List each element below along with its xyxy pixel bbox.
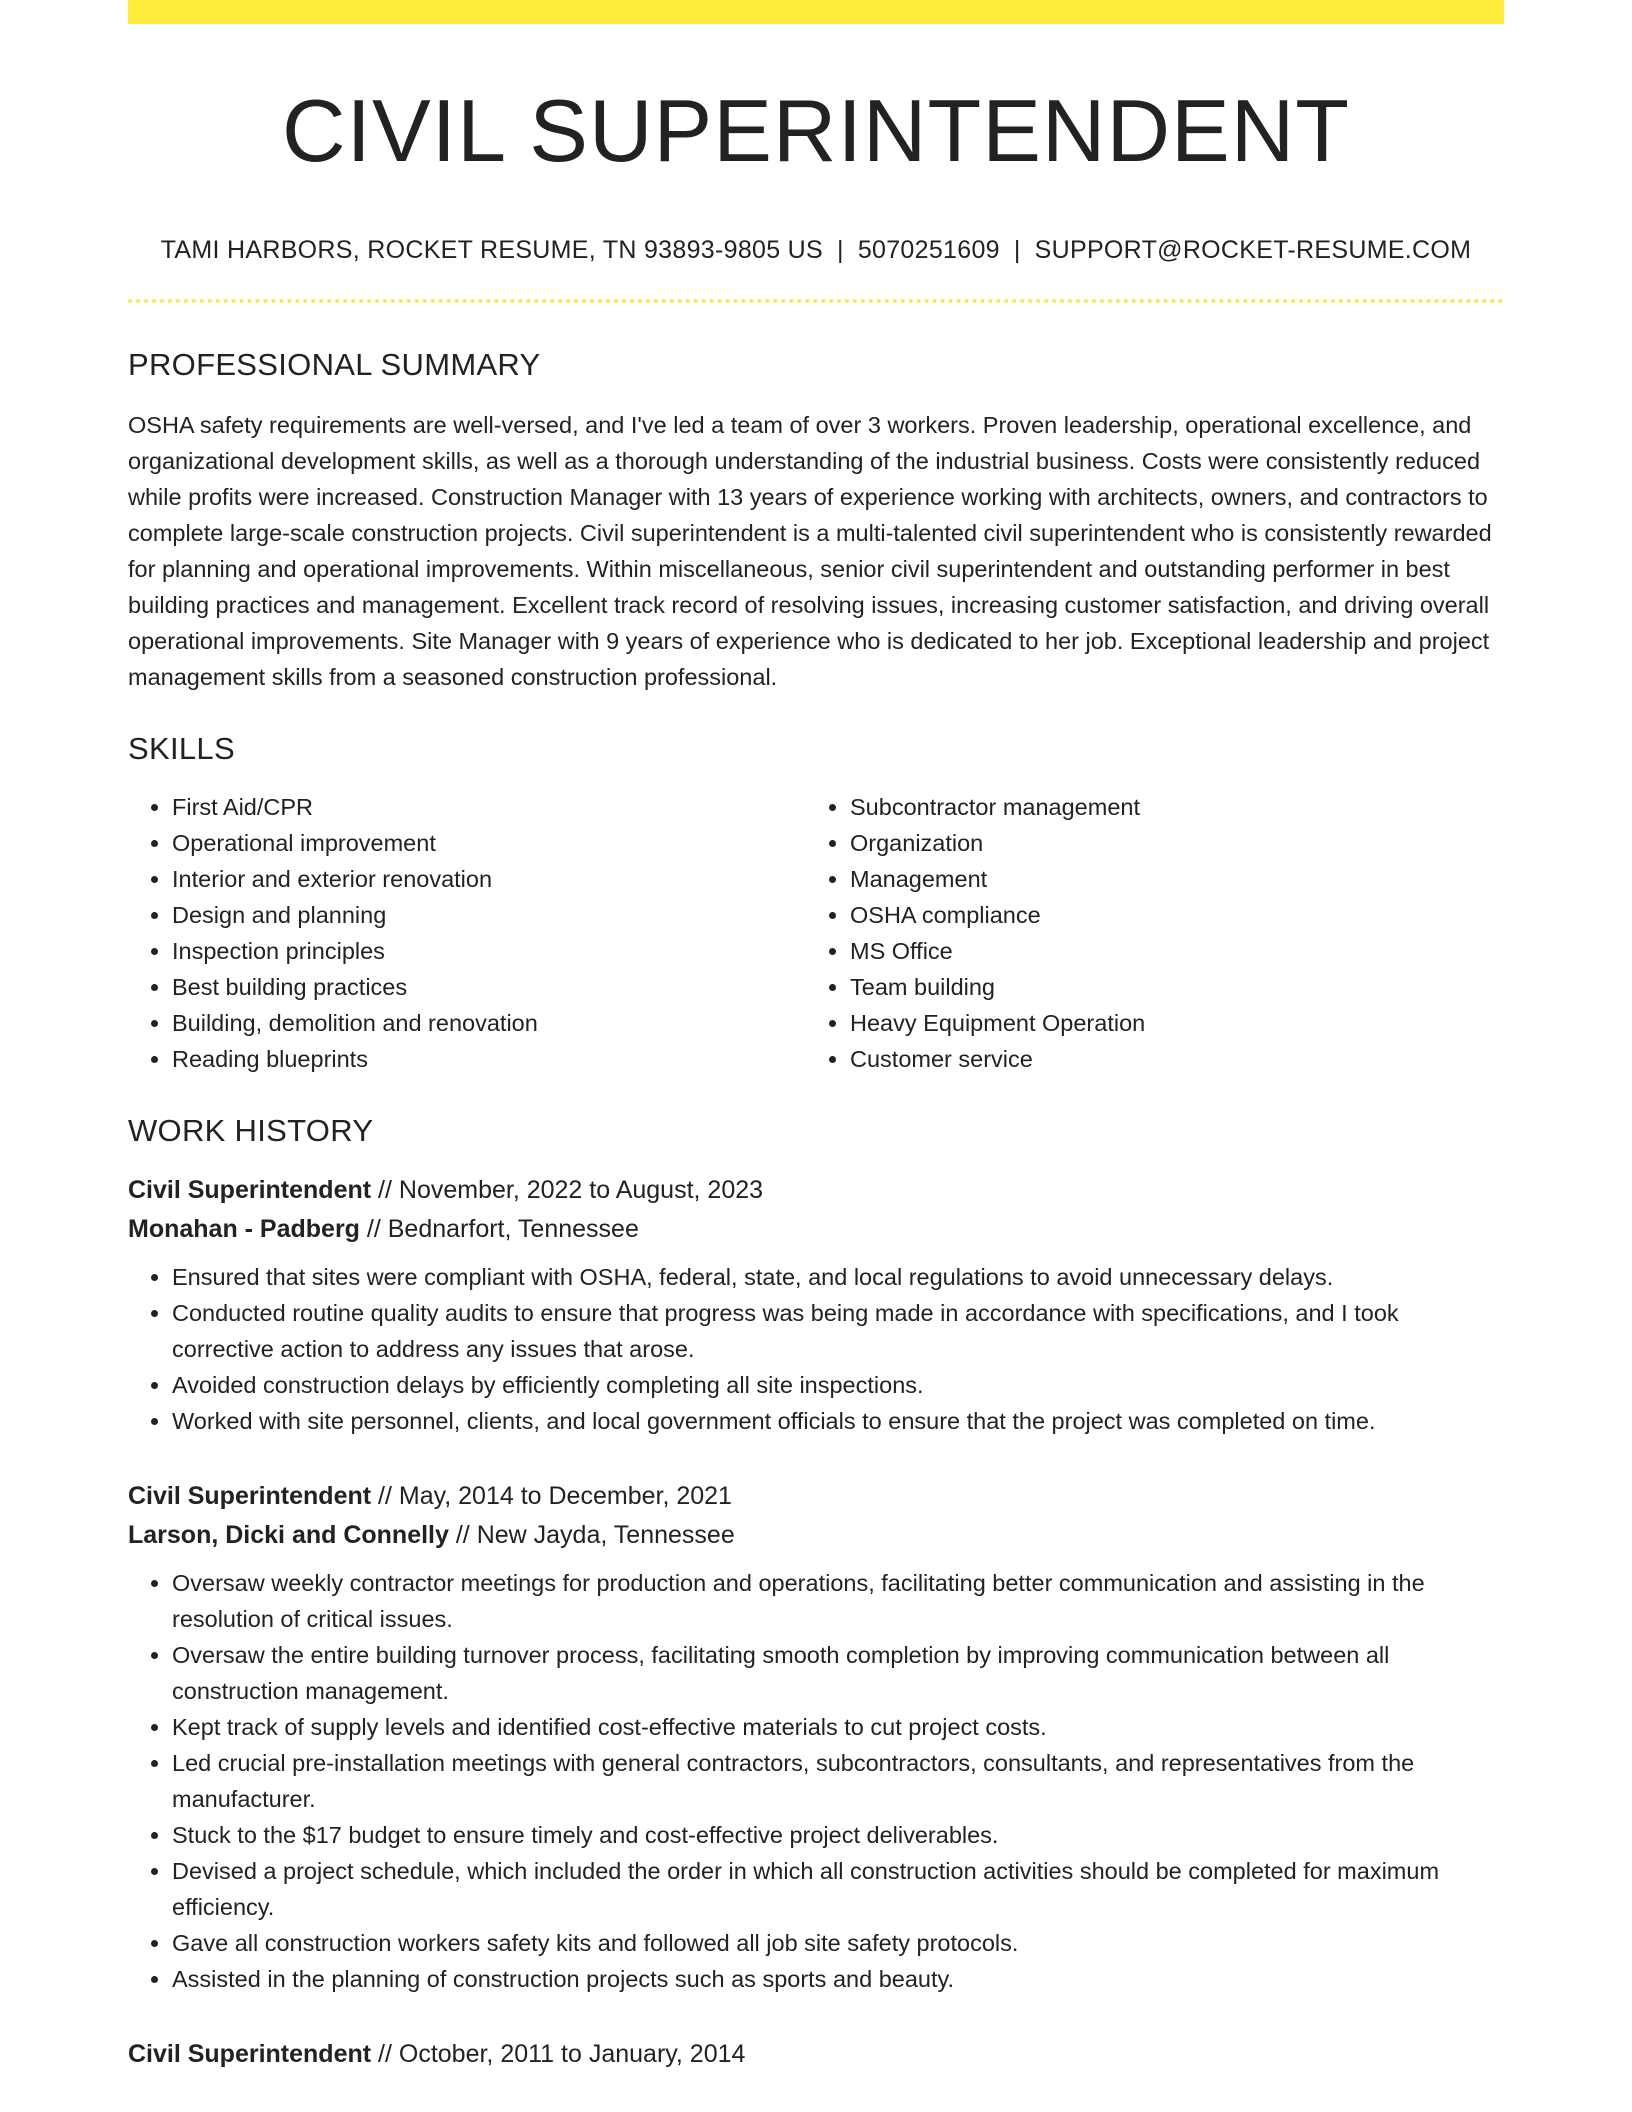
- contact-line: [128, 236, 1504, 265]
- job-entry: [128, 1171, 1504, 1439]
- job-dates: // October, 2011 to January, 2014: [378, 2039, 746, 2068]
- job-title: Civil Superintendent: [128, 1175, 372, 1204]
- skills-heading: SKILLS: [128, 730, 235, 766]
- list-item: • Devised a project schedule, which included the order in which all construction activities should be completed for maximum efficiency.: [172, 1853, 1504, 1925]
- skill-item: • Operational improvement: [172, 825, 806, 861]
- list-item: • Oversaw the entire building turnover process, facilitating smooth completion by improving communication between all construction management.: [172, 1637, 1504, 1709]
- skill-item: • Management: [850, 861, 1484, 897]
- job-dates: // May, 2014 to December, 2021: [378, 1481, 732, 1510]
- skill-item: • Team building: [850, 969, 1484, 1005]
- page-title: CIVIL SUPERINTENDENT: [281, 81, 1350, 180]
- work-history-heading: WORK HISTORY: [128, 1112, 374, 1148]
- skill-item: • Subcontractor management: [850, 789, 1484, 825]
- contact-email: SUPPORT@ROCKET-RESUME.COM: [1034, 235, 1472, 264]
- job-title-line: [128, 1477, 1504, 1516]
- list-item: • Conducted routine quality audits to ensure that progress was being made in accordance with specifications, and I took corrective action to address any issues that arose.: [172, 1295, 1504, 1367]
- job-location: // Bednarfort, Tennessee: [366, 1214, 639, 1243]
- list-item: • Avoided construction delays by efficiently completing all site inspections.: [172, 1367, 1504, 1403]
- contact-separator: |: [1013, 235, 1021, 264]
- list-item: • Kept track of supply levels and identified cost-effective materials to cut project costs.: [172, 1709, 1504, 1745]
- job-bullets: [128, 1259, 1504, 1439]
- list-item: • Gave all construction workers safety kits and followed all job site safety protocols.: [172, 1925, 1504, 1961]
- skill-item: • Design and planning: [172, 897, 806, 933]
- job-bullets: [128, 1565, 1504, 1997]
- job-company: Larson, Dicki and Connelly: [128, 1520, 449, 1549]
- skill-item: • OSHA compliance: [850, 897, 1484, 933]
- job-entry: [128, 2035, 1504, 2074]
- skills-list-right: [806, 789, 1484, 1077]
- job-title-line: [128, 2035, 1504, 2074]
- list-item: • Stuck to the $17 budget to ensure timely and cost-effective project deliverables.: [172, 1817, 1504, 1853]
- list-item: • Assisted in the planning of construction projects such as sports and beauty.: [172, 1961, 1504, 1997]
- summary-text: OSHA safety requirements are well-versed, and I've led a team of over 3 workers. Proven leadership, operational excellence, and organizational development skills, as well as a thorough understanding of the industrial business. Costs were consistently reduced while profits were increased. Construction Manager with 13 years of experience working with architects, owners, and contractors to complete large-scale construction projects. Civil superintendent is a multi-talented civil superintendent who is consistently rewarded for planning and operational improvements. Within miscellaneous, senior civil superintendent and outstanding performer in best building practices and management. Excellent track record of resolving issues, increasing customer satisfaction, and driving overall operational improvements. Site Manager with 9 years of experience who is dedicated to her job. Exceptional leadership and project management skills from a seasoned construction professional.: [128, 411, 1492, 690]
- skill-item: • Best building practices: [172, 969, 806, 1005]
- list-item: • Worked with site personnel, clients, and local government officials to ensure that the project was completed on time.: [172, 1403, 1504, 1439]
- skill-item: • Organization: [850, 825, 1484, 861]
- contact-separator: |: [837, 235, 844, 264]
- resume-page: [128, 0, 1504, 2074]
- list-item: • Led crucial pre-installation meetings with general contractors, subcontractors, consultants, and representatives from the manufacturer.: [172, 1745, 1504, 1817]
- skill-item: • Customer service: [850, 1041, 1484, 1077]
- job-title: Civil Superintendent: [128, 1481, 372, 1510]
- skill-item: • Heavy Equipment Operation: [850, 1005, 1484, 1041]
- list-item: • Ensured that sites were compliant with OSHA, federal, state, and local regulations to avoid unnecessary delays.: [172, 1259, 1504, 1295]
- contact-address: TAMI HARBORS, ROCKET RESUME, TN 93893-9805 US: [160, 235, 824, 264]
- accent-bar: [128, 0, 1504, 24]
- job-company-line: [128, 1516, 1504, 1555]
- job-company: Monahan - Padberg: [128, 1214, 360, 1243]
- skills-list-left: [128, 789, 806, 1077]
- job-title-line: [128, 1171, 1504, 1210]
- skill-item: • MS Office: [850, 933, 1484, 969]
- job-title: Civil Superintendent: [128, 2039, 372, 2068]
- skill-item: • Reading blueprints: [172, 1041, 806, 1077]
- job-dates: // November, 2022 to August, 2023: [378, 1175, 764, 1204]
- skill-item: • Interior and exterior renovation: [172, 861, 806, 897]
- job-entry: [128, 1477, 1504, 1997]
- skill-item: • Inspection principles: [172, 933, 806, 969]
- skills-columns: [128, 789, 1504, 1077]
- contact-phone: 5070251609: [857, 235, 1000, 264]
- list-item: • Oversaw weekly contractor meetings for production and operations, facilitating better communication and assisting in the resolution of critical issues.: [172, 1565, 1504, 1637]
- skill-item: • Building, demolition and renovation: [172, 1005, 806, 1041]
- skill-item: • First Aid/CPR: [172, 789, 806, 825]
- job-company-line: [128, 1210, 1504, 1249]
- job-location: // New Jayda, Tennessee: [455, 1520, 735, 1549]
- summary-heading: PROFESSIONAL SUMMARY: [128, 346, 541, 382]
- dotted-divider: [128, 299, 1504, 303]
